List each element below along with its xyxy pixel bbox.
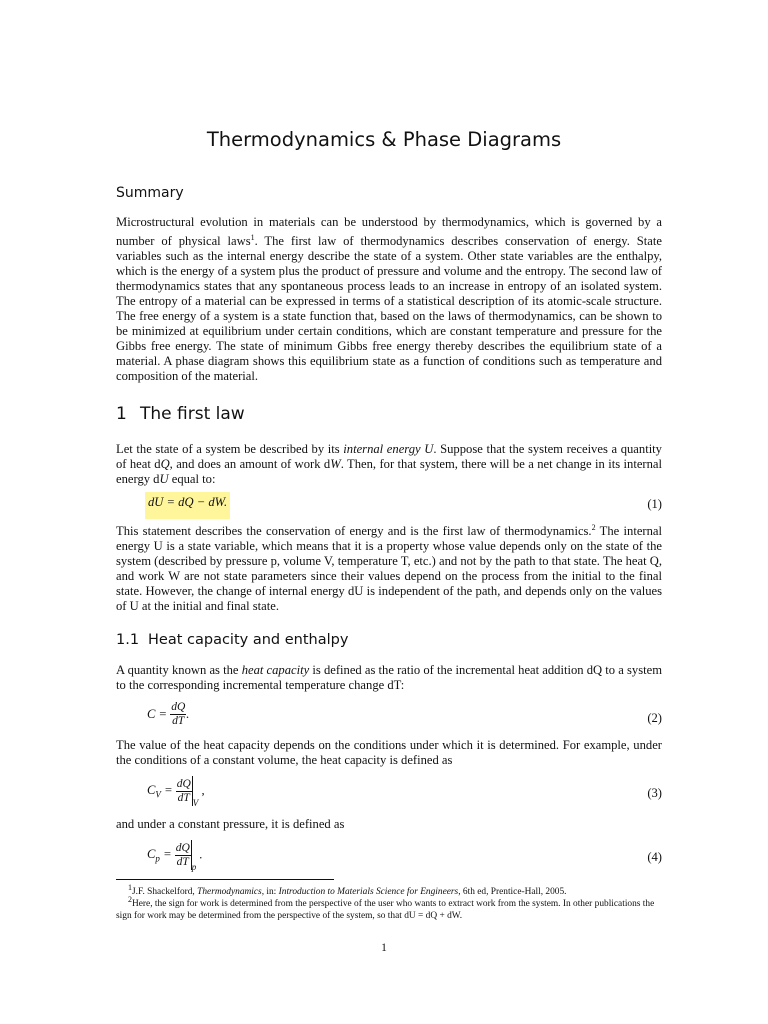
equation-4-fraction: $\frac{dQ}{dT}$ <box>175 841 190 868</box>
subsection-paragraph-3: and under a constant pressure, it is defined as <box>116 817 345 831</box>
subsection-paragraph-2: The value of the heat capacity depends on the conditions under which it is determined. For example, under the conditions of a constant volume, the heat capacity is defined as <box>116 738 662 767</box>
equation-4-number: (4) <box>647 850 662 864</box>
footnote-1: $^1$J.F. Shackelford, Thermodynamics, in: Introduction to Materials Science for Engineers, 6th ed, Prentice-Hall, 2005. <box>128 883 567 898</box>
subsection-1-1-heading: 1.1 Heat capacity and enthalpy <box>116 632 349 648</box>
summary-heading: Summary <box>116 185 184 201</box>
section-1-heading: 1 The first law <box>116 404 245 424</box>
footnote-2: $^2$Here, the sign for work is determined from the perspective of the user who wants to extract work from the system. In other publications the sign for work may be determined from the perspective of the system, so that dU = dQ + dW. <box>116 895 655 922</box>
equation-3-fraction: $\frac{dQ}{dT}$ <box>176 777 191 804</box>
equation-2: C = $\frac{dQ}{dT}$ . <box>147 701 190 727</box>
equation-1-number: (1) <box>647 497 662 511</box>
section-1-paragraph-1: Let the state of a system be described by its internal energy U. Suppose that the system receives a quantity of heat dQ, and does an amount of work dW. Then, for that system, there will be a net change in its internal energy dU equal to: <box>116 442 662 486</box>
subsection-paragraph-1: A quantity known as the heat capacity is defined as the ratio of the incremental heat addition dQ to a system to the corresponding incremental temperature change dT: <box>116 663 662 692</box>
equation-2-number: (2) <box>647 711 662 725</box>
page-title: Thermodynamics & Phase Diagrams <box>206 128 562 151</box>
page-number: 1 <box>381 942 387 954</box>
equation-3: $C_V$ = $\frac{dQ}{dT}$ $_V$ , <box>147 777 205 808</box>
section-1-paragraph-2: This statement describes the conservation of energy and is the first law of thermodynamics.$^2$ The internal energy U is a state variable, which means that it is a property whose value depends only on the state of the system (described by pressure p, volume V, temperature T, etc.) and not by the path to that state. The heat Q, and work W are not state parameters since their values depend on the process from the initial to the final state. However, the change of internal energy dU is independent of the path, and depends only on the values of U at the initial and final state. <box>116 523 662 614</box>
footnote-ref-1[interactable]: 1 <box>250 233 255 242</box>
equation-2-fraction: $\frac{dQ}{dT}$ <box>171 701 186 727</box>
equation-1 <box>145 495 230 510</box>
footnote-rule <box>116 879 334 880</box>
equation-1-highlight: dU = dQ − dW. <box>145 492 230 519</box>
footnote-ref-2[interactable]: 2 <box>591 523 596 532</box>
summary-paragraph: Microstructural evolution in materials can be understood by thermodynamics, which is governed by a number of physical laws$^1$. The first law of thermodynamics describes conservation of energy. State variables such as the internal energy describe the state of a system. Other state variables are the enthalpy, which is the energy of a system plus the product of pressure and volume and the entropy. The second law of thermodynamics states that any spontaneous process leads to an increase in entropy of an isolated system. The entropy of a material can be expressed in terms of a statistical description of its atomic-scale structure. The free energy of a system is a state function that, based on the laws of thermodynamics, can be shown to be minimized at equilibrium under certain conditions, which are constant temperature and pressure for the Gibbs free energy. The state of minimum Gibbs free energy thereby describes the equilibrium state of a material. A phase diagram shows this equilibrium state as a function of conditions such as temperature and composition of the material. <box>116 215 662 384</box>
equation-4: $C_p$ = $\frac{dQ}{dT}$ $_p$ . <box>147 841 203 872</box>
equation-3-number: (3) <box>647 786 662 800</box>
